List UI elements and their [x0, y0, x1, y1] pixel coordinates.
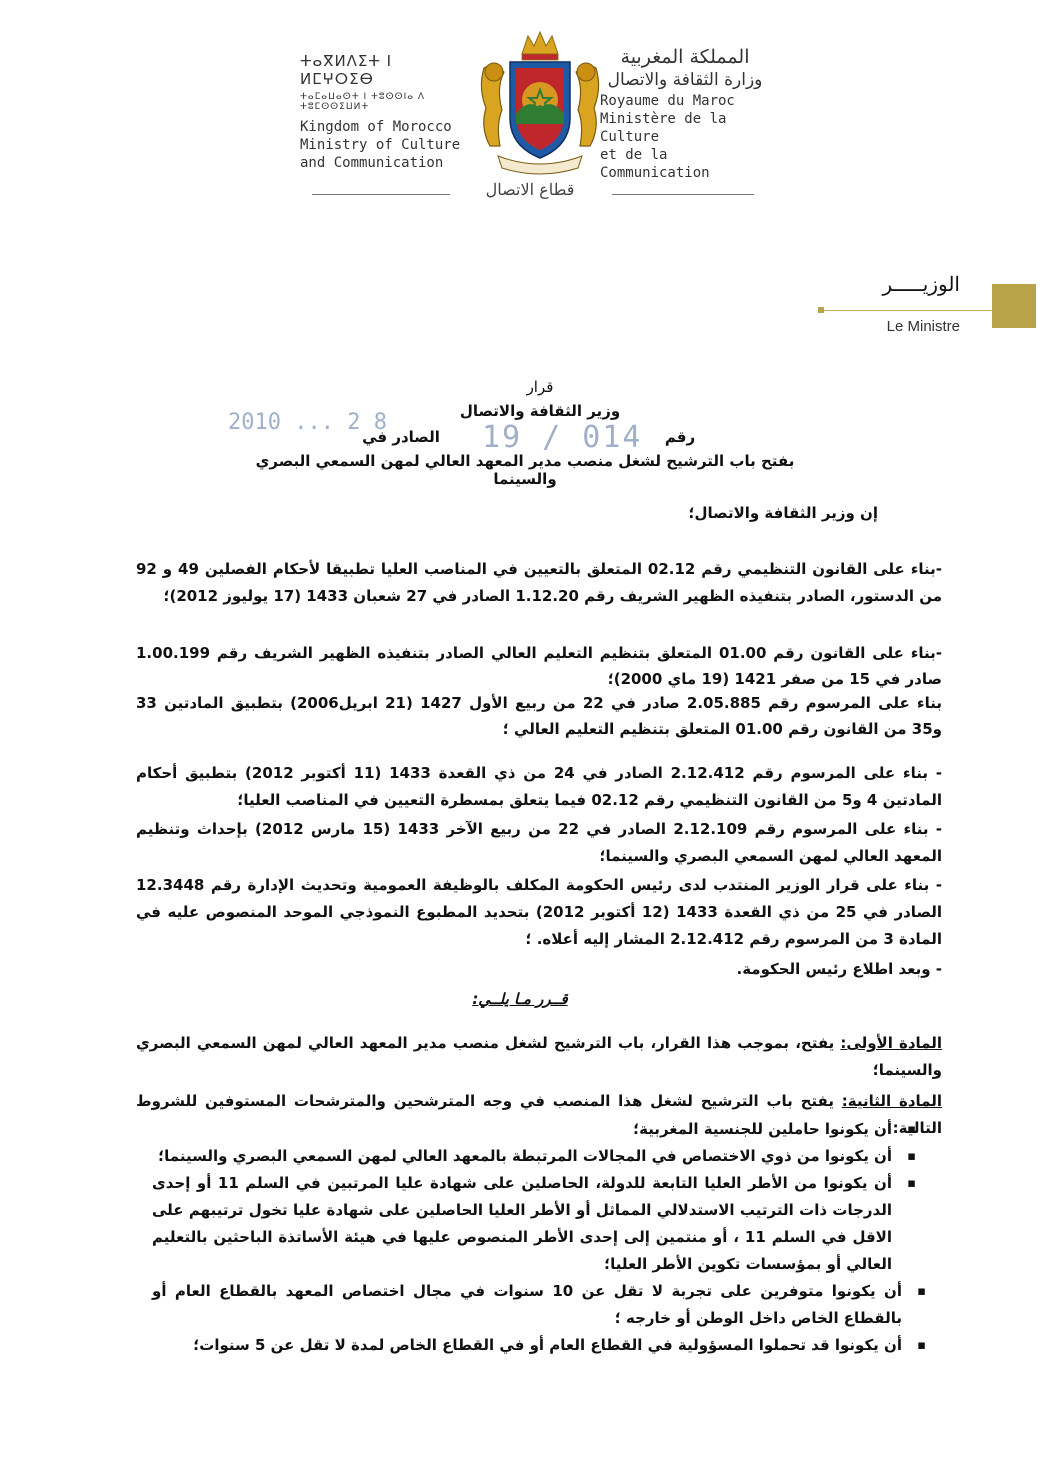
whereas-minister-decision: - بناء على قرار الوزير المنتدب لدى رئيس الحكومة المكلف بالوظيفة العمومية وتحديث الإدارة رقم 12.3448 الصادر في 25 من ذي القعدة 1433 (12 أكتوبر 2012) بتحديد المطبوع النموذجي الموحد المنصوص عليه في المادة 3 من المرسوم رقم 2.12.412 المشار إليه أعلاه. ؛ [136, 876, 942, 948]
whereas-organic-law: -بناء على القانون التنظيمي رقم 02.12 المتعلق بالتعيين في المناصب العليا تطبيقا لأحكام الفصلين 49 و 92 من الدستور، الصادر بتنفيذه الظهير الشريف رقم 1.12.20 الصادر في 27 شعبان 1433 (17 يوليوز 2012)؛ [136, 560, 943, 605]
header-divider-left [312, 194, 450, 195]
whereas-higher-education-law: -بناء على القانون رقم 01.00 المتعلق بتنظيم التعليم العالي الصادر بتنفيذه الظهير الشريف رقم 1.00.199 صادر في 15 من صفر 1421 (19 ماي 2000)؛ [136, 644, 942, 688]
header-left-block [300, 52, 470, 172]
arabic-ministry-text: وزارة الثقافة والاتصال [607, 70, 763, 90]
condition-specialization: ▪ أن يكونوا من ذوي الاختصاص في المجالات المرتبطة بالمعهد العالي لمهن السمعي البصري والسينما؛ [152, 1143, 918, 1170]
header-right-block [600, 46, 770, 182]
article-2-label: المادة الثانية: [841, 1092, 942, 1110]
decision-subject: بفتح باب الترشيح لشغل منصب مدير المعهد العالي لمهن السمعي البصري والسينما [255, 452, 795, 488]
stamp-number: 19 / 014 [482, 420, 643, 455]
french-kingdom-text: Royaume du Maroc [600, 93, 735, 109]
conditions-list [152, 1116, 918, 1359]
condition-responsibility: ▪ أن يكونوا قد تحملوا المسؤولية في القطاع العام أو في القطاع الخاص لمدة لا تقل عن 5 سنوات؛ [152, 1332, 928, 1359]
decision-issued-label: الصادر في [362, 428, 440, 446]
condition-nationality: ▪ أن يكونوا حاملين للجنسية المغربية؛ [152, 1116, 918, 1143]
article-1-label: المادة الأولى: [840, 1034, 942, 1052]
article-1-text: يفتح، بموجب هذا القرار، باب الترشيح لشغل منصب مدير المعهد العالي لمهن السمعي البصري والسينما؛ [136, 1034, 942, 1079]
article-1 [136, 1030, 942, 1084]
stamp-date: 2010 ... 2 8 [228, 410, 387, 435]
whereas-decree-2-12-109: - بناء على المرسوم رقم 2.12.109 الصادر في 22 من ربيع الآخر 1433 (15 مارس 2012) بإحداث وتنظيم المعهد العالي لمهن السمعي البصري والسينما؛ [136, 820, 943, 865]
minister-accent-square [992, 284, 1036, 328]
whereas-head-of-government: - وبعد اطلاع رئيس الحكومة. [736, 960, 942, 978]
english-kingdom-text: Kingdom of Morocco [300, 119, 452, 135]
arabic-kingdom-text: المملكة المغربية [620, 46, 750, 68]
french-communication-text: et de la Communication [600, 147, 710, 181]
condition-experience: ▪ أن يكونوا متوفرين على تجربة لا تقل عن 10 سنوات في مجال اختصاص المعهد بالقطاع العام أو بالقطاع الخاص داخل الوطن أو خارجه ؛ [152, 1278, 928, 1332]
minister-french-label: Le Ministre [886, 318, 960, 335]
decision-word: قرار [526, 378, 554, 396]
moroccan-coat-of-arms-icon [470, 28, 610, 176]
article-2-text: يفتح باب الترشيح لشغل هذا المنصب في وجه المترشحين والمترشحات المستوفين للشروط التالية: [136, 1092, 942, 1137]
communication-sector-label: قطاع الاتصال [485, 180, 575, 199]
header-divider-right [612, 194, 754, 195]
whereas-decree-2-12-412: - بناء على المرسوم رقم 2.12.412 الصادر في 24 من ذي القعدة 1433 (11 أكتوبر 2012) بتطبيق أحكام المادتين 4 و5 من القانون التنظيمي رقم 02.12 فيما يتعلق بمسطرة التعيين في المناصب العليا؛ [136, 764, 942, 809]
english-ministry-text: Ministry of Culture [300, 137, 461, 153]
intro-line: إن وزير الثقافة والاتصال؛ [688, 504, 878, 522]
tifinagh-ministry-text: ⵜⴰⵎⴰⵡⴰⵙⵜ ⵏ ⵜⵓⵙⵙⵏⴰ ⴷ ⵜⵓⵎⵙⵙⵉⵡⵍⵜ [300, 92, 426, 112]
french-ministry-text: Ministère de la Culture [600, 111, 727, 145]
minister-arabic-label: الوزيـــــر [882, 272, 960, 296]
whereas-decree-2-05-885: بناء على المرسوم رقم 2.05.885 صادر في 22 من ربيع الأول 1427 (21 ابريل2006) بتطبيق المادتين 33 و35 من القانون رقم 01.00 المتعلق بتنظيم التعليم العالي ؛ [136, 694, 942, 738]
minister-accent-line [822, 310, 992, 311]
decision-number-label: رقم [664, 428, 696, 446]
english-communication-text: and Communication [300, 155, 444, 171]
decides-heading: قــرر مـا يلــي: [472, 990, 568, 1008]
condition-senior-cadre: ▪ أن يكونوا من الأطر العليا التابعة للدولة، الحاصلين على شهادة عليا المرتبين في السلم 11 أو إحدى الدرجات ذات الترتيب الاستدلالي المماثل أو الأطر العليا الحاصلين على شهادة عليا تخول ترتيبهم على الاقل في السلم 11 ، أو منتمين إلى إحدى الأطر المنصوص عليها في هيئة الأساتذة الباحثين بالتعليم العالي أو بمؤسسات تكوين الأطر العليا؛ [152, 1170, 918, 1278]
decision-minister-title: وزير الثقافة والاتصال [459, 402, 621, 420]
minister-accent-dot [818, 307, 824, 313]
tifinagh-kingdom-text: ⵜⴰⴳⵍⴷⵉⵜ ⵏ ⵍⵎⵖⵔⵉⴱ [300, 52, 393, 88]
